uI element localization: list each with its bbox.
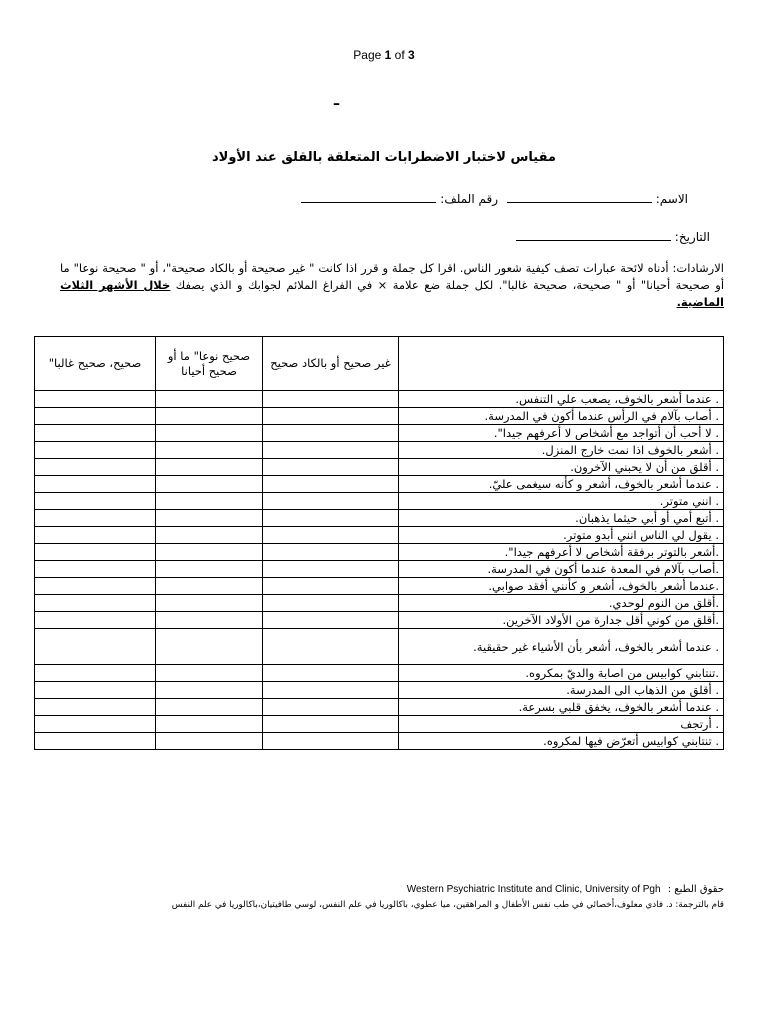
answer-cell-somewhat-true[interactable] <box>156 391 263 408</box>
item-text: . أصاب بآلام في الرأس عندما أكون في المدرسة. <box>399 408 724 425</box>
answer-cell-not-true[interactable] <box>263 699 399 716</box>
answer-cell-somewhat-true[interactable] <box>156 716 263 733</box>
answer-cell-not-true[interactable] <box>263 561 399 578</box>
header-very-true: صحيح، صحيح غالبا" <box>35 337 156 391</box>
name-label: الاسم: <box>655 192 688 206</box>
answer-cell-somewhat-true[interactable] <box>156 527 263 544</box>
header-not-true: غير صحيح أو بالكاد صحيح <box>263 337 399 391</box>
item-text: . يقول لي الناس انني أبدو متوتر. <box>399 527 724 544</box>
header-item <box>399 337 724 391</box>
answer-cell-very-true[interactable] <box>35 510 156 527</box>
item-text: .تنتابني كوابيس من اصابة والديّ بمكروه. <box>399 665 724 682</box>
item-text: . أتبع أمي أو أبي حيثما يذهبان. <box>399 510 724 527</box>
item-text: . انني متوتر. <box>399 493 724 510</box>
item-text: . أشعر بالخوف اذا نمت خارج المنزل. <box>399 442 724 459</box>
item-text: . عندما أشعر بالخوف، يصعب علي التنفس. <box>399 391 724 408</box>
answer-cell-somewhat-true[interactable] <box>156 595 263 612</box>
answer-cell-somewhat-true[interactable] <box>156 476 263 493</box>
item-text: . أرتجف <box>399 716 724 733</box>
table-row <box>35 459 724 476</box>
table-row <box>35 612 724 629</box>
table-header-row <box>35 337 724 391</box>
instructions-paragraph <box>60 260 724 311</box>
table-row <box>35 391 724 408</box>
document-title: مقياس لاختبار الاضطرابات المتعلقة بالقلق عند الأولاد <box>212 150 556 165</box>
answer-cell-very-true[interactable] <box>35 612 156 629</box>
item-text: .أصاب بآلام في المعدة عندما أكون في المدرسة. <box>399 561 724 578</box>
table-row <box>35 716 724 733</box>
page-word: Page <box>353 48 382 62</box>
answer-cell-very-true[interactable] <box>35 442 156 459</box>
table-row <box>35 476 724 493</box>
item-text: . عندما أشعر بالخوف، أشعر بأن الأشياء غير حقيقية. <box>399 629 724 665</box>
table-row <box>35 699 724 716</box>
table-row <box>35 493 724 510</box>
answer-cell-very-true[interactable] <box>35 527 156 544</box>
answer-cell-somewhat-true[interactable] <box>156 510 263 527</box>
date-label: التاريخ: <box>674 230 710 244</box>
answer-cell-somewhat-true[interactable] <box>156 561 263 578</box>
table-row <box>35 665 724 682</box>
name-blank-line <box>507 190 652 203</box>
item-text: . لا أحب أن أتواجد مع أشخاص لا أعرفهم جيدا". <box>399 425 724 442</box>
answer-cell-somewhat-true[interactable] <box>156 629 263 665</box>
table-row <box>35 425 724 442</box>
file-number-label: رقم الملف: <box>440 192 498 206</box>
answer-cell-very-true[interactable] <box>35 561 156 578</box>
table-row <box>35 442 724 459</box>
answer-cell-not-true[interactable] <box>263 578 399 595</box>
of-word: of <box>394 48 405 62</box>
answer-cell-somewhat-true[interactable] <box>156 612 263 629</box>
answer-cell-somewhat-true[interactable] <box>156 425 263 442</box>
answer-cell-not-true[interactable] <box>263 629 399 665</box>
table-row <box>35 595 724 612</box>
answer-cell-very-true[interactable] <box>35 476 156 493</box>
answer-cell-very-true[interactable] <box>35 578 156 595</box>
answer-cell-somewhat-true[interactable] <box>156 459 263 476</box>
answer-cell-somewhat-true[interactable] <box>156 699 263 716</box>
answer-cell-not-true[interactable] <box>263 682 399 699</box>
answer-cell-not-true[interactable] <box>263 476 399 493</box>
anxiety-scale-table <box>34 336 724 750</box>
answer-cell-not-true[interactable] <box>263 425 399 442</box>
answer-cell-not-true[interactable] <box>263 733 399 750</box>
answer-cell-not-true[interactable] <box>263 716 399 733</box>
answer-cell-not-true[interactable] <box>263 544 399 561</box>
answer-cell-somewhat-true[interactable] <box>156 733 263 750</box>
institution-name: Western Psychiatric Institute and Clinic, University of Pgh <box>406 884 661 895</box>
copyright-line <box>407 884 724 895</box>
item-text: .أقلق من النوم لوحدي. <box>399 595 724 612</box>
table-row <box>35 578 724 595</box>
page-number-header <box>0 48 768 62</box>
file-number-field <box>301 190 498 206</box>
item-text: . أقلق من أن لا يحبني الآخرون. <box>399 459 724 476</box>
answer-cell-somewhat-true[interactable] <box>156 578 263 595</box>
answer-cell-very-true[interactable] <box>35 544 156 561</box>
answer-cell-not-true[interactable] <box>263 510 399 527</box>
page-current: 1 <box>384 48 392 62</box>
table-row <box>35 682 724 699</box>
table-row <box>35 561 724 578</box>
file-number-blank-line <box>301 190 436 203</box>
table-row <box>35 544 724 561</box>
date-blank-line <box>516 228 671 241</box>
table-row <box>35 408 724 425</box>
item-text: .أشعر بالتوتر برفقة أشخاص لا أعرفهم جيدا". <box>399 544 724 561</box>
item-text: . عندما أشعر بالخوف، يخفق قلبي بسرعة. <box>399 699 724 716</box>
answer-cell-very-true[interactable] <box>35 682 156 699</box>
answer-cell-very-true[interactable] <box>35 493 156 510</box>
answer-cell-very-true[interactable] <box>35 629 156 665</box>
item-text: . عندما أشعر بالخوف، أشعر و كأنه سيغمى عليّ. <box>399 476 724 493</box>
answer-cell-not-true[interactable] <box>263 459 399 476</box>
dash-mark: – <box>333 96 340 112</box>
table-row <box>35 629 724 665</box>
answer-cell-somewhat-true[interactable] <box>156 442 263 459</box>
answer-cell-very-true[interactable] <box>35 665 156 682</box>
answer-cell-somewhat-true[interactable] <box>156 408 263 425</box>
item-text: . تنتابني كوابيس أتعرّض فيها لمكروه. <box>399 733 724 750</box>
answer-cell-very-true[interactable] <box>35 459 156 476</box>
item-text: . أقلق من الذهاب الى المدرسة. <box>399 682 724 699</box>
date-field <box>516 228 710 244</box>
answer-cell-not-true[interactable] <box>263 442 399 459</box>
answer-cell-not-true[interactable] <box>263 612 399 629</box>
answer-cell-somewhat-true[interactable] <box>156 493 263 510</box>
header-somewhat-true: صحيح نوعا" ما أو صحيح أحيانا <box>156 337 263 391</box>
item-text: .أقلق من كوني أقل جدارة من الأولاد الآخرين. <box>399 612 724 629</box>
answer-cell-very-true[interactable] <box>35 733 156 750</box>
answer-cell-not-true[interactable] <box>263 493 399 510</box>
name-field <box>507 190 688 206</box>
answer-cell-not-true[interactable] <box>263 527 399 544</box>
answer-cell-very-true[interactable] <box>35 595 156 612</box>
answer-cell-not-true[interactable] <box>263 408 399 425</box>
answer-cell-somewhat-true[interactable] <box>156 544 263 561</box>
page-total: 3 <box>408 48 415 62</box>
answer-cell-very-true[interactable] <box>35 391 156 408</box>
answer-cell-very-true[interactable] <box>35 425 156 442</box>
answer-cell-not-true[interactable] <box>263 665 399 682</box>
answer-cell-somewhat-true[interactable] <box>156 682 263 699</box>
copyright-label: حقوق الطبع : <box>667 884 724 895</box>
table-body <box>35 391 724 750</box>
instructions-text: الارشادات: أدناه لائحة عبارات تصف كيفية شعور الناس. اقرا كل جملة و قرر اذا كانت " غير صحيحة أو بالكاد صحيحة"، أو " صحيحة نوعا" ما أو صحيحة أحيانا" أو " صحيحة، صحيحة غالبا". لكل جملة ضع علامة × في الفراغ الملائم لجوابك و الذي يصفك <box>60 261 725 292</box>
answer-cell-very-true[interactable] <box>35 408 156 425</box>
answer-cell-not-true[interactable] <box>263 391 399 408</box>
instructions-emphasis: خلال الأشهر الثلاث الماضية. <box>60 278 724 309</box>
table-row <box>35 733 724 750</box>
answer-cell-not-true[interactable] <box>263 595 399 612</box>
translation-credit: قام بالترجمة: د. فادي معلوف،أخصائي في طب نفس الأطفال و المراهقين، ميا عطوي، باكالوريا في علم النفس، لوسي طافيتيان،باكالوريا في علم النفس <box>171 900 724 910</box>
answer-cell-very-true[interactable] <box>35 716 156 733</box>
table-row <box>35 527 724 544</box>
answer-cell-very-true[interactable] <box>35 699 156 716</box>
answer-cell-somewhat-true[interactable] <box>156 665 263 682</box>
item-text: .عندما أشعر بالخوف، أشعر و كأنني أفقد صوابي. <box>399 578 724 595</box>
table-row <box>35 510 724 527</box>
